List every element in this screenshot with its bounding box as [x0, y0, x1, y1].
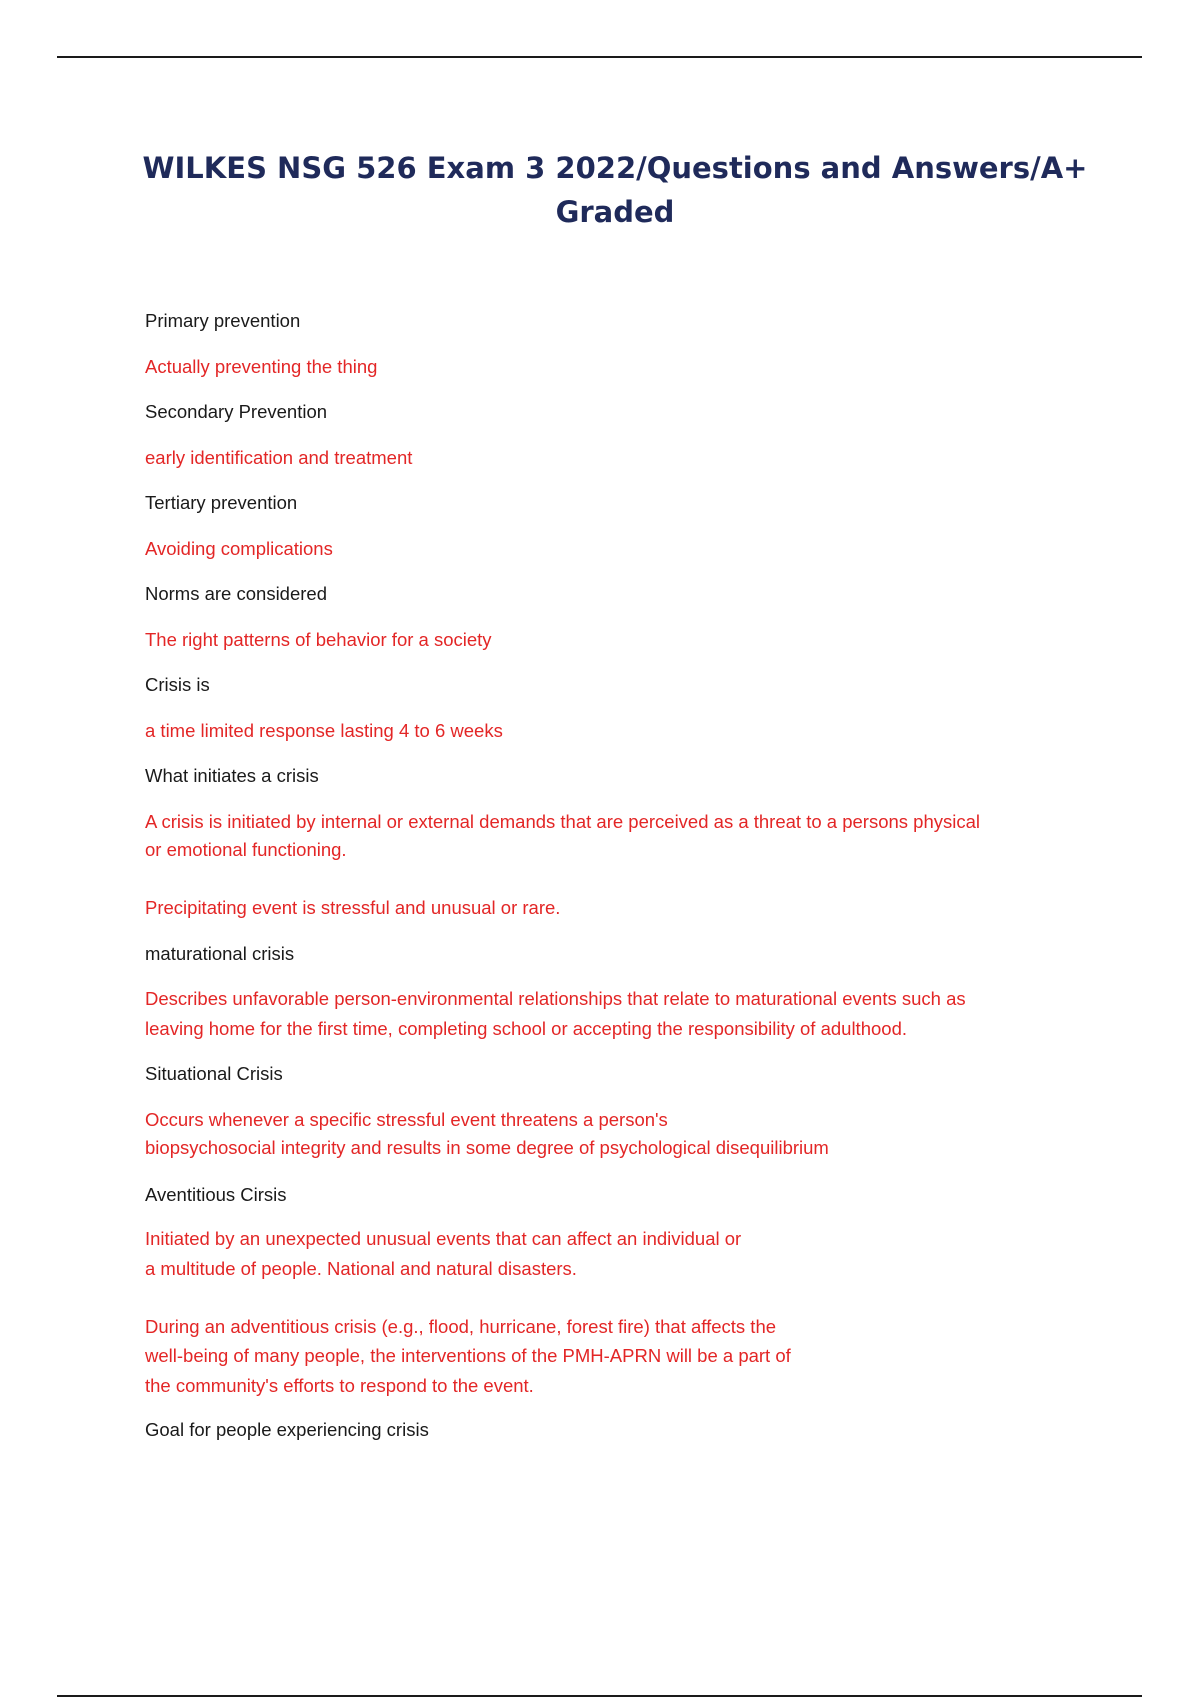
question-text: Crisis is	[145, 674, 210, 695]
answer-text: A crisis is initiated by internal or external demands that are perceived as a threat to a persons physical	[145, 811, 980, 832]
answer-text: Avoiding complications	[145, 538, 333, 559]
answer-text: a time limited response lasting 4 to 6 weeks	[145, 720, 503, 741]
question-text: Goal for people experiencing crisis	[145, 1419, 429, 1440]
bottom-rule	[57, 1695, 1142, 1697]
answer-text: During an adventitious crisis (e.g., flood, hurricane, forest fire) that affects the	[145, 1316, 777, 1337]
answer-text: or emotional functioning.	[145, 839, 347, 860]
answer-text: biopsychosocial integrity and results in some degree of psychological disequilibrium	[145, 1137, 829, 1158]
question-text: maturational crisis	[145, 943, 295, 964]
document-title-line-2: Graded	[555, 195, 675, 229]
question-text: Secondary Prevention	[145, 401, 328, 422]
answer-text: Precipitating event is stressful and unusual or rare.	[145, 897, 561, 918]
answer-text: Initiated by an unexpected unusual events that can affect an individual or	[145, 1228, 742, 1249]
question-text: Norms are considered	[145, 583, 327, 604]
document-title-line-1: WILKES NSG 526 Exam 3 2022/Questions and Answers/A+	[142, 151, 1088, 185]
answer-text: the community's efforts to respond to the event.	[145, 1375, 534, 1396]
answer-text: a multitude of people. National and natural disasters.	[145, 1258, 577, 1279]
question-text: Situational Crisis	[145, 1063, 283, 1084]
answer-text: Describes unfavorable person-environmental relationships that relate to maturational events such as	[145, 988, 966, 1009]
answer-text: well-being of many people, the interventions of the PMH-APRN will be a part of	[145, 1345, 791, 1366]
answer-text: early identification and treatment	[145, 447, 413, 468]
question-text: Aventitious Cirsis	[145, 1184, 287, 1205]
document-title	[120, 146, 1110, 234]
answer-text: Occurs whenever a specific stressful event threatens a person's	[145, 1109, 668, 1130]
answer-text: Actually preventing the thing	[145, 356, 378, 377]
answer-text: leaving home for the first time, completing school or accepting the responsibility of adulthood.	[145, 1018, 907, 1039]
top-rule	[57, 56, 1142, 58]
question-text: Primary prevention	[145, 310, 301, 331]
question-text: Tertiary prevention	[145, 492, 298, 513]
answer-text: The right patterns of behavior for a society	[145, 629, 492, 650]
question-text: What initiates a crisis	[145, 765, 319, 786]
